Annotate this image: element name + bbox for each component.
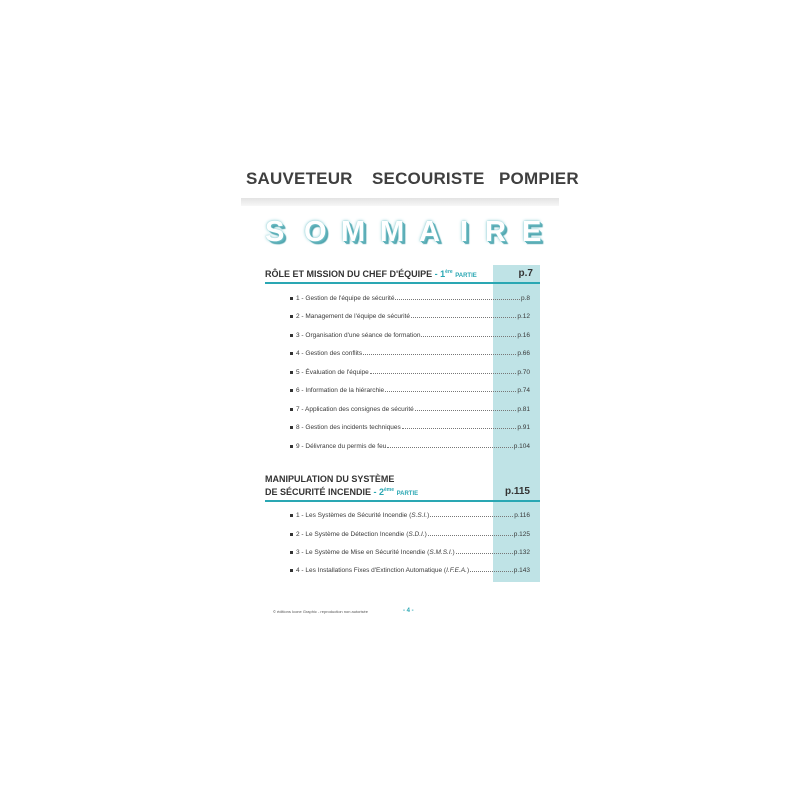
section-2-part: - 2ème PARTIE xyxy=(371,487,419,497)
section-1-title: RÔLE ET MISSION DU CHEF D'ÉQUIPE - 1ère PARTIE xyxy=(265,269,477,279)
banner-word-secouriste: SECOURISTE xyxy=(372,169,485,188)
section-2-page: p.115 xyxy=(504,486,530,497)
title-letter: I xyxy=(460,216,469,248)
bullet-icon xyxy=(290,551,293,554)
section-2-title-line2: DE SÉCURITÉ INCENDIE - 2ème PARTIE xyxy=(265,487,419,497)
toc-item[interactable]: 4 - Gestion des conflits p.66 xyxy=(290,347,530,357)
toc-item[interactable]: 6 - Information de la hiérarchie p.74 xyxy=(290,384,530,394)
title-letter: R xyxy=(485,216,506,248)
title-letter: M xyxy=(380,216,405,248)
toc-item[interactable]: 5 - Évaluation de l'équipe p.70 xyxy=(290,366,530,376)
toc-item[interactable]: 4 - Les Installations Fixes d'Extinction Automatique (I.F.E.A.) p.143 xyxy=(290,564,530,574)
document-page xyxy=(241,160,579,630)
bullet-icon xyxy=(290,371,293,374)
bullet-icon xyxy=(290,389,293,392)
toc-item[interactable]: 9 - Délivrance du permis de feu p.104 xyxy=(290,440,530,450)
title-letter: O xyxy=(304,216,327,248)
footer-copyright: © éditions Icone Graphic - reproduction non autorisée xyxy=(273,609,369,614)
bullet-icon xyxy=(290,533,293,536)
bullet-icon xyxy=(290,297,293,300)
title-letter: S xyxy=(265,216,285,248)
title-letter: A xyxy=(419,216,440,248)
banner-word-pompier: POMPIER xyxy=(499,169,579,188)
toc-item[interactable]: 2 - Le Système de Détection Incendie (S.D.I.) p.125 xyxy=(290,528,530,538)
bullet-icon xyxy=(290,352,293,355)
section-1-page: p.7 xyxy=(518,268,533,279)
section-1-part: - 1ère PARTIE xyxy=(432,269,477,279)
toc-item[interactable]: 3 - Organisation d'une séance de formation p.16 xyxy=(290,329,530,339)
bullet-icon xyxy=(290,514,293,517)
bullet-icon xyxy=(290,445,293,448)
bullet-icon xyxy=(290,569,293,572)
footer-page-number: - 4 - xyxy=(403,608,414,614)
toc-item[interactable]: 7 - Application des consignes de sécurité p.81 xyxy=(290,403,530,413)
toc-item[interactable]: 8 - Gestion des incidents techniques p.91 xyxy=(290,421,530,431)
banner-shadow xyxy=(241,198,559,206)
toc-item[interactable]: 1 - Gestion de l'équipe de sécurité p.8 xyxy=(290,292,530,302)
section-1-divider xyxy=(265,282,540,284)
bullet-icon xyxy=(290,408,293,411)
title-letter: M xyxy=(341,216,366,248)
toc-item[interactable]: 3 - Le Système de Mise en Sécurité Incendie (S.M.S.I.) p.132 xyxy=(290,546,530,556)
bullet-icon xyxy=(290,426,293,429)
toc-item[interactable]: 2 - Management de l'équipe de sécurité p.12 xyxy=(290,310,530,320)
page-title xyxy=(265,216,545,248)
bullet-icon xyxy=(290,334,293,337)
section-2-divider xyxy=(265,500,540,502)
toc-item[interactable]: 1 - Les Systèmes de Sécurité Incendie (S.S.I.) p.116 xyxy=(290,509,530,519)
bullet-icon xyxy=(290,315,293,318)
title-letter: E xyxy=(522,216,542,248)
section-2-title-line1: MANIPULATION DU SYSTÈME xyxy=(265,474,395,484)
header-banner xyxy=(241,160,579,204)
banner-word-sauveteur: SAUVETEUR xyxy=(246,169,353,188)
